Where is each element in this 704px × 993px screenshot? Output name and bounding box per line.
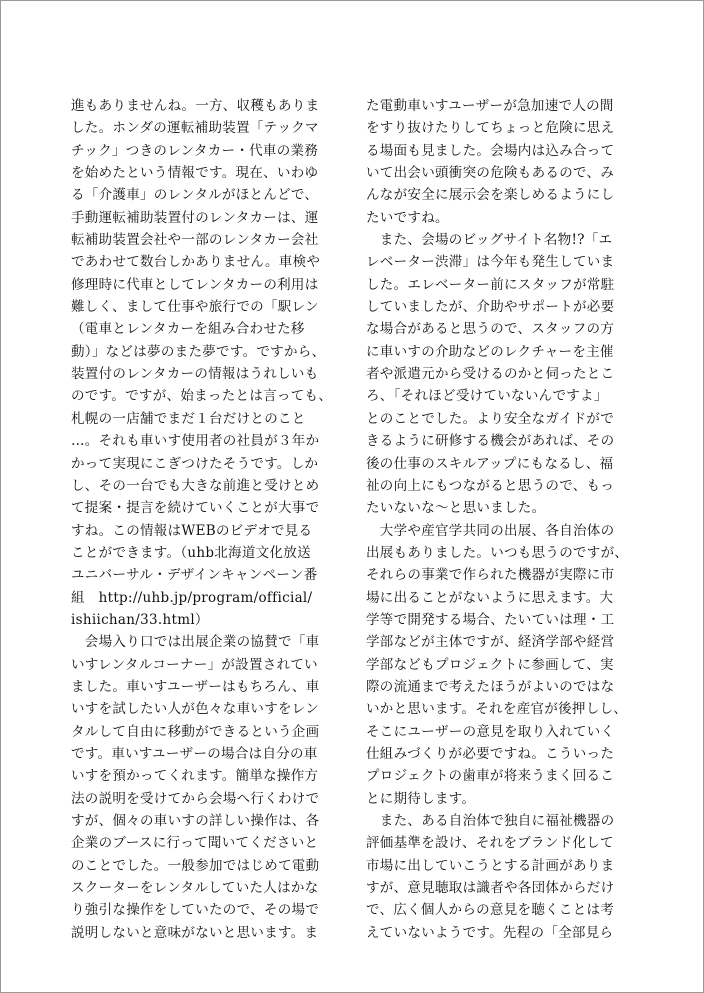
right-column-line: 評価基準を設け、それをブランド化して — [366, 835, 614, 852]
right-column-line: レベーター渋滞」は今年も発生していま — [366, 254, 615, 271]
left-column-line: （電車とレンタカーを組み合わせた移 — [71, 321, 305, 338]
right-column-line: 学等で開発する場合、たいていは理・工 — [366, 611, 615, 628]
right-column-line: した。エレベーター前にスタッフが常駐 — [366, 276, 615, 293]
left-column-line: いすレンタルコーナー」が設置されてい — [71, 656, 318, 673]
right-column-line: していましたが、介助やサポートが必要 — [366, 299, 615, 316]
right-column-line: いかと思います。それを産官が後押しし、 — [366, 701, 628, 718]
left-column-line: 進もありませんね。一方、収穫もありま — [71, 98, 320, 114]
right-column-line: をすり抜けたりしてちょっと危険に思え — [366, 120, 615, 137]
left-column-line: ishiichan/33.html） — [71, 611, 209, 628]
right-column-line: それらの事業で作られた機器が実際に市 — [366, 567, 615, 584]
right-column-line: ろ、「それほど受けていないんですよ」 — [366, 388, 608, 405]
right-column-line: また、ある自治体で独自に福祉機器の — [366, 813, 615, 829]
right-column-line: で、広く個人からの意見を聴くことは考 — [366, 902, 615, 919]
right-column-line: 市場に出していこうとする計画がありま — [366, 857, 615, 874]
right-column-line: 後の仕事のスキルアップにもなるし、福 — [366, 455, 614, 472]
right-column-line: たいないな～と思いました。 — [366, 500, 546, 517]
right-column-line: たいですね。 — [366, 209, 449, 226]
left-column-line: いすを預かってくれます。簡単な操作方 — [71, 768, 319, 785]
right-column-line: な場合があると思うので、スタッフの方 — [366, 321, 615, 338]
right-column-line: んなが安全に展示会を楽しめるようにし — [366, 187, 615, 204]
left-column-line: タルして自由に移動ができるという企画 — [71, 723, 320, 740]
left-column-line: ました。車いすユーザーはもちろん、車 — [71, 678, 320, 695]
left-column-line: ことができます。（uhb北海道文化放送 — [71, 544, 311, 561]
left-column-line: 組 http://uhb.jp/program/official/ — [71, 589, 313, 606]
left-column-line: すが、個々の車いすの詳しい操作は、各 — [71, 813, 320, 829]
right-column-line: プロジェクトの歯車が将来うまく回るこ — [366, 768, 615, 785]
left-column-line: て提案・提言を続けていくことが大事で — [71, 500, 320, 517]
right-column-line: いて出会い頭衝突の危険もあるので、み — [366, 165, 615, 182]
left-column-line: 会場入り口では出展企業の協賛で「車 — [71, 634, 320, 651]
right-column-line: 出展もありました。いつも思うのですが、 — [366, 544, 629, 561]
left-column-line: り強引な操作をしていたので、その場で — [71, 902, 320, 919]
left-column-line: のです。ですが、始まったとは言っても、 — [71, 388, 333, 405]
left-column-line: 札幌の一店舗でまだ１台だけとのこと — [71, 410, 306, 427]
right-column-line: すが、意見聴取は識者や各団体からだけ — [366, 880, 615, 897]
left-text-column — [71, 95, 343, 944]
left-column-line: 修理時に代車としてレンタカーの利用は — [71, 276, 319, 293]
left-column-line: チック」つきのレンタカー・代車の業務 — [71, 142, 319, 159]
right-column-line: 学部などもプロジェクトに参画して、実 — [366, 656, 614, 673]
left-column-line: いすを試したい人が色々な車いすをレン — [71, 701, 320, 718]
right-column-line: きるように研修する機会があれば、その — [366, 433, 615, 450]
left-column-line: です。車いすユーザーの場合は自分の車 — [71, 745, 318, 762]
left-column-line: かって実現にこぎつけたそうです。しか — [71, 455, 319, 472]
right-column-line: 場に出ることがないように思えます。大 — [366, 589, 614, 606]
right-column-line: た電動車いすユーザーが急加速で人の間 — [366, 98, 614, 114]
left-column-line: のことでした。一般参加ではじめて電動 — [71, 857, 320, 874]
left-column-line: ユニバーサル・デザインキャンペーン番 — [71, 567, 318, 584]
left-column-line: すね。この情報はWEBのビデオで見る — [71, 522, 313, 539]
right-column-line: る場面も見ました。会場内は込み合って — [366, 142, 615, 159]
right-column-line: 祉の向上にもつながると思うので、もっ — [366, 477, 615, 494]
right-column-line: とのことでした。より安全なガイドがで — [366, 410, 614, 427]
right-column-line: 大学や産官学共同の出展、各自治体の — [366, 522, 615, 539]
left-column-line: であわせて数台しかありません。車検や — [71, 254, 321, 271]
right-column-line: とに期待します。 — [366, 790, 476, 807]
left-column-line: 難しく、まして仕事や旅行での「駅レン — [71, 299, 319, 316]
left-column-line: る「介護車」のレンタルがほとんどで、 — [71, 187, 319, 204]
left-column-line: …。それも車いす使用者の社員が３年か — [71, 433, 320, 450]
left-column-line: 説明しないと意味がないと思います。ま — [71, 924, 319, 941]
right-text-column — [366, 95, 638, 944]
left-column-line: した。ホンダの運転補助装置「テックマ — [71, 120, 319, 137]
right-column-line: また、会場のビッグサイト名物!?「エ — [366, 232, 613, 249]
left-column-line: スクーターをレンタルしていた人はかな — [71, 880, 319, 897]
left-column-line: し、その一台でも大きな前進と受けとめ — [71, 477, 320, 494]
right-column-line: 仕組みづくりが必要ですね。こういった — [366, 745, 615, 762]
left-column-line: 装置付のレンタカーの情報はうれしいも — [71, 366, 319, 383]
right-column-line: そこにユーザーの意見を取り入れていく — [366, 723, 615, 740]
left-column-line: 動）」などは夢のまた夢です。ですから、 — [71, 343, 326, 360]
right-column-line: 際の流通まで考えたほうがよいのではな — [366, 678, 615, 695]
right-column-line: えていないようです。先程の「全部見ら — [366, 924, 614, 941]
right-column-line: 者や派遣元から受けるのかと伺ったとこ — [366, 366, 615, 383]
left-column-line: 企業のブースに行って聞いてくださいと — [71, 835, 319, 852]
right-column-line: に車いすの介助などのレクチャーを主催 — [366, 343, 614, 360]
left-column-line: 手動運転補助装置付のレンタカーは、運 — [71, 209, 319, 226]
left-column-line: 転補助装置会社や一部のレンタカー会社 — [71, 232, 319, 249]
left-column-line: を始めたという情報です。現在、いわゆ — [71, 165, 319, 182]
left-column-line: 法の説明を受けてから会場へ行くわけで — [71, 790, 320, 807]
right-column-line: 学部などが主体ですが、経済学部や経営 — [366, 634, 615, 651]
